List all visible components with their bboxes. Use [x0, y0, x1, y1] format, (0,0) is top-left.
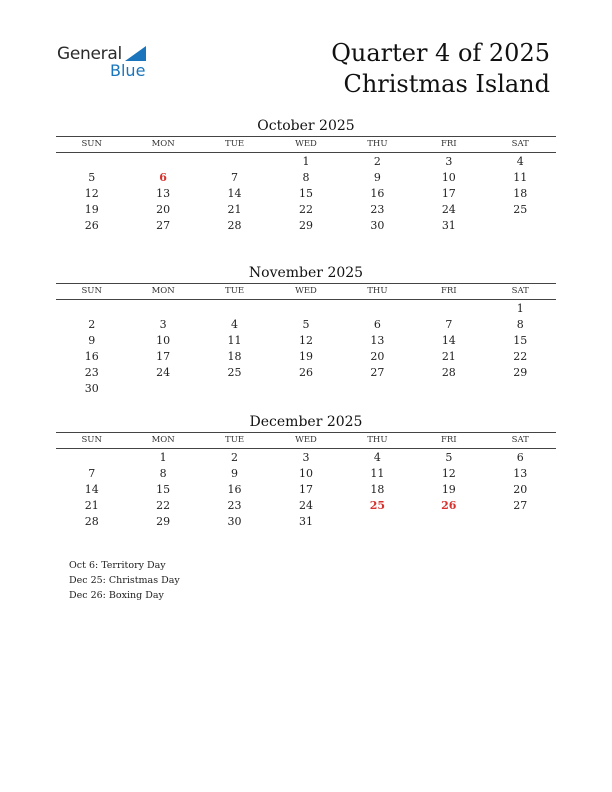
- day-cell: 9: [231, 467, 239, 480]
- day-cell: 11: [370, 467, 385, 480]
- day-cell: 27: [370, 366, 385, 379]
- title-quarter: Quarter 4 of 2025: [331, 39, 550, 67]
- day-cell: [413, 381, 484, 397]
- weekday-label: SAT: [511, 139, 529, 149]
- weekday-label: SUN: [81, 286, 102, 296]
- day-cell: [413, 514, 484, 530]
- day-cell: 28: [441, 366, 456, 379]
- day-cell: 31: [441, 219, 456, 232]
- day-cell: 1: [516, 302, 524, 315]
- day-cell: [56, 450, 127, 466]
- day-cell: 1: [302, 155, 310, 168]
- day-cell: 3: [302, 451, 310, 464]
- month-title: November 2025: [248, 265, 364, 281]
- holiday-notes: [69, 558, 180, 603]
- weekday-label: SUN: [81, 139, 102, 149]
- day-cell: 30: [370, 219, 385, 232]
- day-cell: [270, 381, 341, 397]
- day-cell: 16: [370, 187, 385, 200]
- day-grid: [56, 301, 556, 397]
- day-cell: [199, 381, 270, 397]
- day-cell: 6: [516, 451, 524, 464]
- month-october: [56, 117, 556, 234]
- day-cell: 7: [445, 318, 453, 331]
- day-cell: 5: [302, 318, 310, 331]
- day-grid: [56, 154, 556, 234]
- day-cell: [485, 514, 556, 530]
- day-cell: 25: [227, 366, 242, 379]
- day-cell: 3: [445, 155, 453, 168]
- day-cell: 26: [298, 366, 313, 379]
- day-cell: 20: [513, 483, 528, 496]
- logo-triangle-icon: [125, 46, 146, 61]
- day-cell: 21: [84, 499, 99, 512]
- day-cell: 15: [298, 187, 313, 200]
- day-cell: 2: [373, 155, 381, 168]
- day-cell: 10: [441, 171, 456, 184]
- weekday-label: TUE: [225, 139, 245, 149]
- weekday-label: FRI: [440, 286, 457, 296]
- month-title: December 2025: [249, 414, 363, 430]
- day-cell: 13: [513, 467, 528, 480]
- day-cell: 25: [513, 203, 528, 216]
- month-november: [56, 264, 556, 397]
- day-cell: 31: [298, 515, 313, 528]
- day-cell: 11: [513, 171, 528, 184]
- weekday-label: WED: [295, 435, 317, 445]
- month-title: October 2025: [257, 118, 355, 134]
- day-cell: 27: [513, 499, 528, 512]
- page-title: [331, 38, 550, 100]
- day-cell: 24: [156, 366, 171, 379]
- day-cell: 14: [227, 187, 242, 200]
- day-cell: 3: [159, 318, 167, 331]
- day-cell: 2: [231, 451, 239, 464]
- day-cell: 7: [88, 467, 96, 480]
- weekday-label: MON: [151, 435, 175, 445]
- day-cell: [485, 381, 556, 397]
- day-cell: 12: [84, 187, 99, 200]
- day-cell: 2: [88, 318, 96, 331]
- day-cell: 9: [373, 171, 381, 184]
- day-cell: 19: [84, 203, 99, 216]
- day-cell: [270, 301, 341, 317]
- weekday-label: FRI: [440, 435, 457, 445]
- day-cell: 8: [159, 467, 167, 480]
- weekday-header: [56, 432, 556, 449]
- weekday-label: SUN: [81, 435, 102, 445]
- day-cell: 8: [516, 318, 524, 331]
- day-cell: 14: [84, 483, 99, 496]
- day-cell: 16: [84, 350, 99, 363]
- day-cell: [342, 514, 413, 530]
- logo-general-text: General: [57, 44, 122, 64]
- day-cell: 16: [227, 483, 242, 496]
- day-cell: [199, 301, 270, 317]
- weekday-header: [56, 283, 556, 300]
- day-cell: 17: [441, 187, 456, 200]
- day-cell: 22: [513, 350, 528, 363]
- day-cell: [342, 381, 413, 397]
- day-cell: 14: [441, 334, 456, 347]
- day-cell: 24: [298, 499, 313, 512]
- day-cell: 11: [227, 334, 242, 347]
- weekday-label: SAT: [511, 435, 529, 445]
- day-cell: 18: [227, 350, 242, 363]
- day-cell: 30: [84, 382, 99, 395]
- day-grid: [56, 450, 556, 530]
- logo-blue-text: Blue: [110, 61, 146, 80]
- logo: [57, 44, 157, 84]
- weekday-label: MON: [151, 286, 175, 296]
- day-cell: 21: [441, 350, 456, 363]
- day-cell: 28: [227, 219, 242, 232]
- day-cell: 24: [441, 203, 456, 216]
- day-cell: 17: [156, 350, 171, 363]
- day-cell: 4: [373, 451, 381, 464]
- month-december: [56, 413, 556, 530]
- weekday-label: SAT: [511, 286, 529, 296]
- day-cell: 21: [227, 203, 242, 216]
- day-cell: 23: [370, 203, 385, 216]
- day-cell: 23: [227, 499, 242, 512]
- weekday-label: THU: [367, 435, 388, 445]
- day-cell: 1: [159, 451, 167, 464]
- weekday-label: FRI: [440, 139, 457, 149]
- day-cell: 19: [441, 483, 456, 496]
- day-cell: 10: [298, 467, 313, 480]
- day-cell: [127, 154, 198, 170]
- day-cell: 19: [298, 350, 313, 363]
- day-cell: 17: [298, 483, 313, 496]
- weekday-header: [56, 136, 556, 153]
- day-cell: [199, 154, 270, 170]
- weekday-label: THU: [367, 286, 388, 296]
- holiday-day-cell: 26: [441, 499, 457, 512]
- day-cell: [127, 301, 198, 317]
- weekday-label: TUE: [225, 435, 245, 445]
- day-cell: 22: [156, 499, 171, 512]
- day-cell: [413, 301, 484, 317]
- day-cell: 15: [513, 334, 528, 347]
- weekday-label: WED: [295, 286, 317, 296]
- holiday-note: Dec 26: Boxing Day: [69, 590, 164, 601]
- holiday-day-cell: 6: [159, 171, 167, 184]
- day-cell: 13: [156, 187, 171, 200]
- holiday-note: Oct 6: Territory Day: [69, 560, 166, 571]
- day-cell: 23: [84, 366, 99, 379]
- day-cell: [485, 218, 556, 234]
- day-cell: 12: [441, 467, 456, 480]
- day-cell: 15: [156, 483, 171, 496]
- day-cell: 27: [156, 219, 171, 232]
- day-cell: 18: [370, 483, 385, 496]
- weekday-label: TUE: [225, 286, 245, 296]
- day-cell: 29: [156, 515, 171, 528]
- day-cell: [56, 154, 127, 170]
- day-cell: 5: [445, 451, 453, 464]
- day-cell: 28: [84, 515, 99, 528]
- holiday-day-cell: 25: [369, 499, 386, 512]
- day-cell: 29: [513, 366, 528, 379]
- day-cell: 12: [298, 334, 313, 347]
- weekday-label: THU: [367, 139, 388, 149]
- day-cell: 30: [227, 515, 242, 528]
- day-cell: 29: [298, 219, 313, 232]
- weekday-label: WED: [295, 139, 317, 149]
- day-cell: 20: [370, 350, 385, 363]
- day-cell: 9: [88, 334, 96, 347]
- day-cell: 4: [516, 155, 524, 168]
- day-cell: [56, 301, 127, 317]
- day-cell: 22: [298, 203, 313, 216]
- day-cell: 13: [370, 334, 385, 347]
- holiday-note: Dec 25: Christmas Day: [69, 575, 180, 586]
- weekday-label: MON: [151, 139, 175, 149]
- day-cell: 18: [513, 187, 528, 200]
- day-cell: 4: [231, 318, 239, 331]
- day-cell: 7: [231, 171, 239, 184]
- day-cell: 26: [84, 219, 99, 232]
- title-location: Christmas Island: [343, 70, 550, 98]
- day-cell: 10: [156, 334, 171, 347]
- day-cell: 5: [88, 171, 96, 184]
- day-cell: [127, 381, 198, 397]
- day-cell: 8: [302, 171, 310, 184]
- day-cell: [342, 301, 413, 317]
- day-cell: 6: [373, 318, 381, 331]
- day-cell: 20: [156, 203, 171, 216]
